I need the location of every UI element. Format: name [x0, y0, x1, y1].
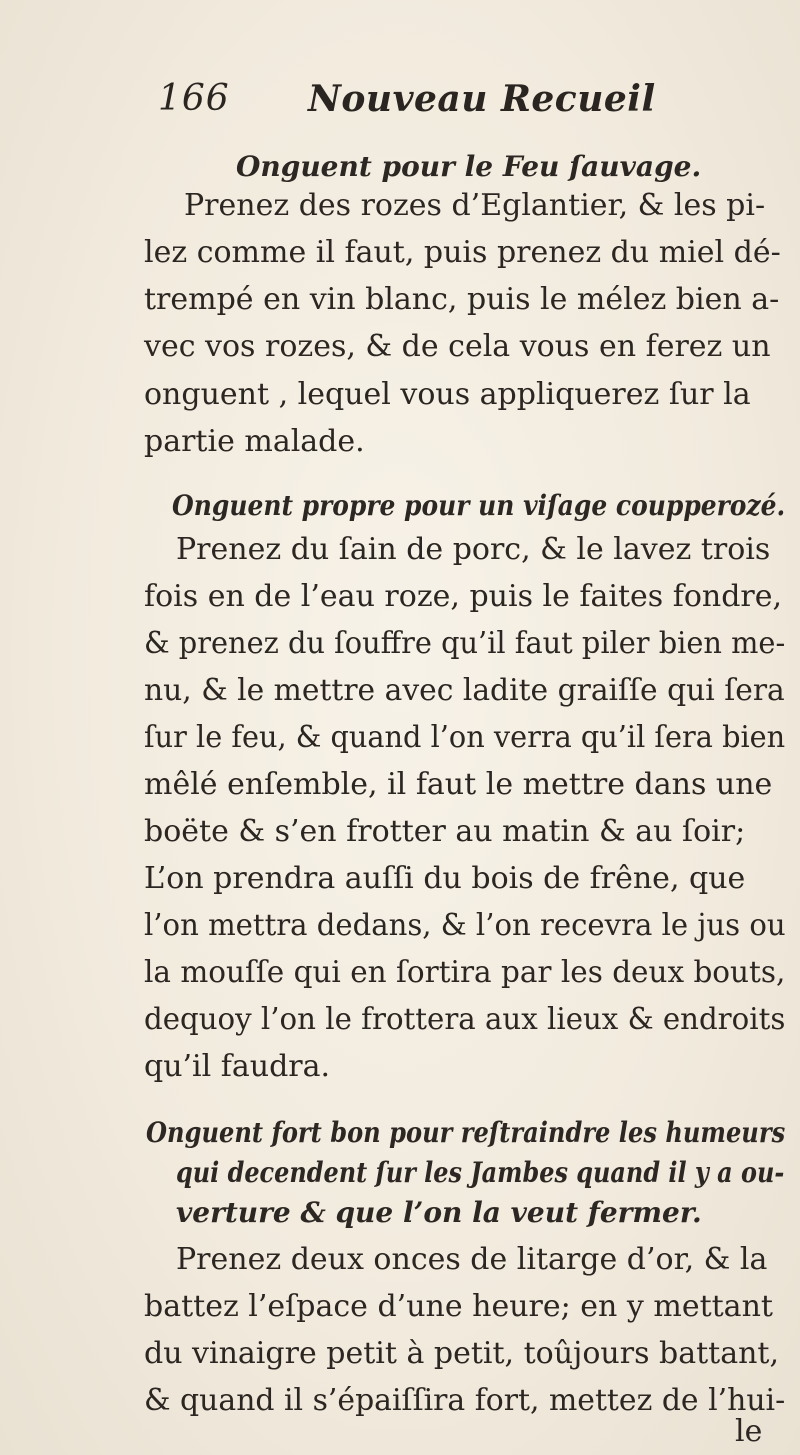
text-line: ſur le feu, & quand l’on verra qu’il ſera bien: [144, 720, 786, 755]
text-line: l’on mettra dedans, & l’on recevra le jus ou: [144, 908, 786, 943]
text-line: trempé en vin blanc, puis le mélez bien a-: [144, 282, 780, 317]
text-line: mêlé enſemble, il faut le mettre dans une: [144, 767, 773, 802]
text-line: vec vos rozes, & de cela vous en ferez un: [144, 329, 771, 364]
running-title: Nouveau Recueil: [308, 78, 656, 120]
text-line: fois en de l’eau roze, puis le faites fondre,: [144, 579, 783, 614]
text-line: & quand il s’épaiſſira fort, mettez de l’hui-: [144, 1383, 786, 1418]
text-line: Prenez des rozes d’Eglantier, & les pi-: [184, 188, 766, 223]
text-line: qu’il faudra.: [144, 1049, 331, 1084]
section-heading: Onguent propre pour un viſage coupperozé.: [172, 489, 786, 522]
page-number: 166: [158, 78, 230, 119]
text-line: dequoy l’on le frottera aux lieux & endroits: [144, 1002, 786, 1037]
section-heading: Onguent pour le Feu ſauvage.: [236, 150, 702, 183]
text-line: nu, & le mettre avec ladite graiſſe qui ſera: [144, 673, 785, 708]
text-line: la mouſſe qui en ſortira par les deux bouts,: [144, 955, 786, 990]
text-line: Prenez deux onces de litarge d’or, & la: [176, 1242, 768, 1277]
text-line: onguent , lequel vous appliquerez ſur la: [144, 377, 751, 412]
section-heading: qui decendent ſur les Jambes quand il y a ou-: [176, 1156, 785, 1189]
section-heading: verture & que l’on la veut fermer.: [176, 1196, 702, 1229]
text-line: boëte & s’en frotter au matin & au ſoir;: [144, 814, 746, 849]
text-line: battez l’eſpace d’une heure; en y mettant: [144, 1289, 773, 1324]
text-line: Prenez du ſain de porc, & le lavez trois: [176, 532, 771, 567]
text-line: & prenez du ſouffre qu’il faut piler bien me-: [144, 626, 786, 661]
text-line: L’on prendra auſſi du bois de frêne, que: [144, 861, 746, 896]
section-heading: Onguent fort bon pour reſtraindre les humeurs: [146, 1116, 786, 1149]
catchword: le: [735, 1414, 763, 1449]
text-line: partie malade.: [144, 424, 365, 459]
page-header: [158, 78, 678, 128]
text-line: du vinaigre petit à petit, toûjours battant,: [144, 1336, 779, 1371]
text-line: lez comme il faut, puis prenez du miel dé-: [144, 235, 781, 270]
